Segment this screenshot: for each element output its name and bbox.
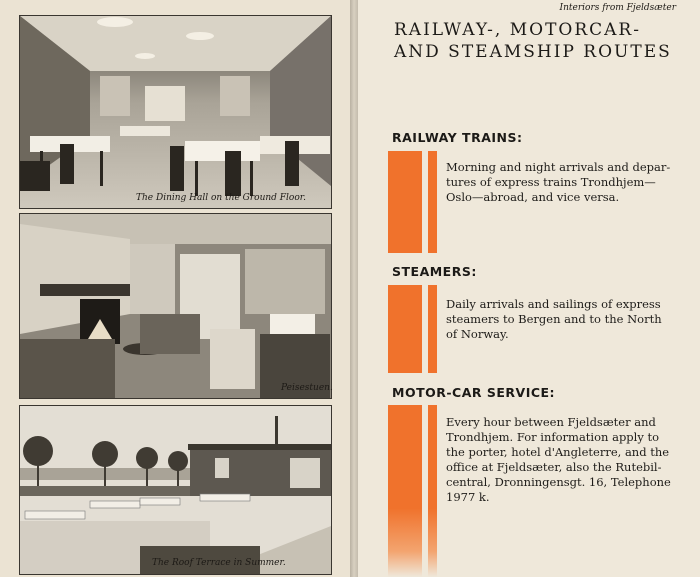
roof-terrace-photo — [19, 405, 332, 575]
steamers-line-1: Daily arrivals and sailings of express — [446, 297, 661, 311]
railway-line-3: Oslo—abroad, and vice versa. — [446, 190, 620, 204]
steamers-text — [446, 297, 694, 342]
title-line-2: AND STEAMSHIP ROUTES — [394, 42, 672, 62]
steamers-line-3: of Norway. — [446, 327, 509, 341]
motorcar-line-4: office at Fjeldsæter, also the Rutebil- — [446, 460, 662, 474]
dining-hall-photo — [19, 15, 332, 209]
motorcar-text — [446, 415, 694, 505]
railway-line-1: Morning and night arrivals and depar- — [446, 160, 671, 174]
roof-terrace-caption: The Roof Terrace in Summer. — [152, 558, 286, 568]
railway-heading: RAILWAY TRAINS: — [392, 130, 523, 145]
page-gutter — [350, 0, 358, 577]
railway-accent-bar — [388, 151, 422, 253]
fireplace-lounge-caption: Peisestuen. — [281, 383, 333, 393]
motorcar-accent-bar — [388, 405, 422, 577]
steamers-accent-bar — [388, 285, 422, 373]
steamers-line-2: steamers to Bergen and to the North — [446, 312, 662, 326]
motorcar-line-2: Trondhjem. For information apply to — [446, 430, 660, 444]
motorcar-line-6: 1977 k. — [446, 490, 490, 504]
fireplace-lounge-photo — [19, 213, 332, 399]
steamers-accent-bar-thin — [428, 285, 437, 373]
railway-accent-bar-thin — [428, 151, 437, 253]
motorcar-line-5: central, Dronningensgt. 16, Telephone — [446, 475, 671, 489]
railway-line-2: tures of express trains Trondhjem— — [446, 175, 656, 189]
railway-text — [446, 160, 694, 205]
motorcar-heading: MOTOR-CAR SERVICE: — [392, 385, 556, 400]
title-line-1: RAILWAY-, MOTORCAR- — [394, 20, 641, 40]
motorcar-accent-bar-thin — [428, 405, 437, 577]
motorcar-line-1: Every hour between Fjeldsæter and — [446, 415, 656, 429]
header-note: Interiors from Fjeldsæter — [559, 3, 676, 13]
dining-hall-caption: The Dining Hall on the Ground Floor. — [136, 193, 306, 203]
steamers-heading: STEAMERS: — [392, 264, 477, 279]
motorcar-line-3: the porter, hotel d'Angleterre, and the — [446, 445, 670, 459]
